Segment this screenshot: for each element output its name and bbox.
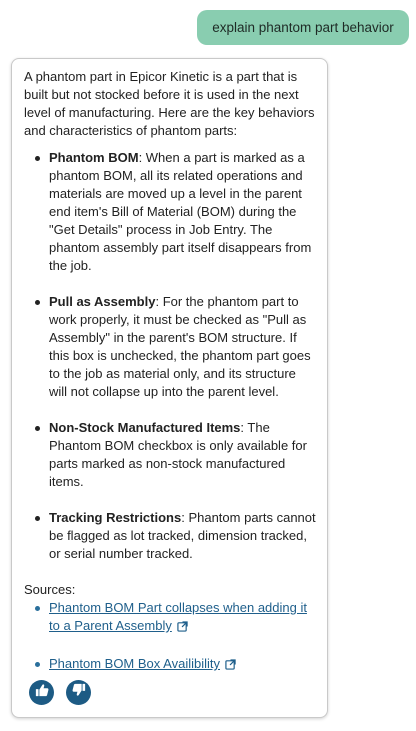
user-message-text: explain phantom part behavior [212, 20, 394, 35]
external-link-icon[interactable] [177, 619, 188, 637]
source-item [49, 599, 317, 637]
source-item [49, 655, 317, 675]
source-link[interactable]: Phantom BOM Box Availibility [49, 656, 220, 671]
thumbs-down-button[interactable] [66, 680, 91, 705]
source-link[interactable]: Phantom BOM Part collapses when adding it to a Parent Assembly [49, 600, 307, 633]
thumbs-down-icon [72, 683, 86, 702]
sources-list [24, 599, 317, 675]
assistant-reply-card [11, 58, 328, 718]
point-text: : When a part is marked as a phantom BOM, all its related operations and materials are moved up a level in the parent end item's Bill of Material (BOM) during the "Get Details" process in Job Entry. The phantom assembly part itself disappears from the job. [49, 150, 312, 273]
thumbs-up-button[interactable] [29, 680, 54, 705]
feedback-buttons [29, 680, 91, 705]
list-item [49, 293, 317, 401]
reply-intro: A phantom part in Epicor Kinetic is a part that is built but not stocked before it is used in the next level of manufacturing. Here are the key behaviors and characteristics of phantom parts: [24, 69, 315, 138]
thumbs-up-icon [35, 683, 49, 702]
list-item [49, 149, 317, 275]
point-text: : The Phantom BOM checkbox is only available for parts marked as non-stock manufactured items. [49, 420, 307, 489]
point-text: : Phantom parts cannot be flagged as lot tracked, dimension tracked, or serial number tracked. [49, 510, 316, 561]
user-message-bubble [197, 10, 409, 45]
point-title: Non-Stock Manufactured Items [49, 420, 241, 435]
point-title: Phantom BOM [49, 150, 139, 165]
list-item [49, 419, 317, 491]
list-item [49, 509, 317, 563]
point-text: : For the phantom part to work properly, it must be checked as "Pull as Assembly" in the parent's BOM structure. If this box is unchecked, the phantom part goes to the job as material only, and its structure will not collapse up into the parent level. [49, 294, 311, 399]
point-title: Pull as Assembly [49, 294, 156, 309]
point-title: Tracking Restrictions [49, 510, 182, 525]
sources-label: Sources: [24, 582, 76, 597]
key-behaviors-list [24, 149, 317, 563]
external-link-icon[interactable] [225, 657, 236, 675]
